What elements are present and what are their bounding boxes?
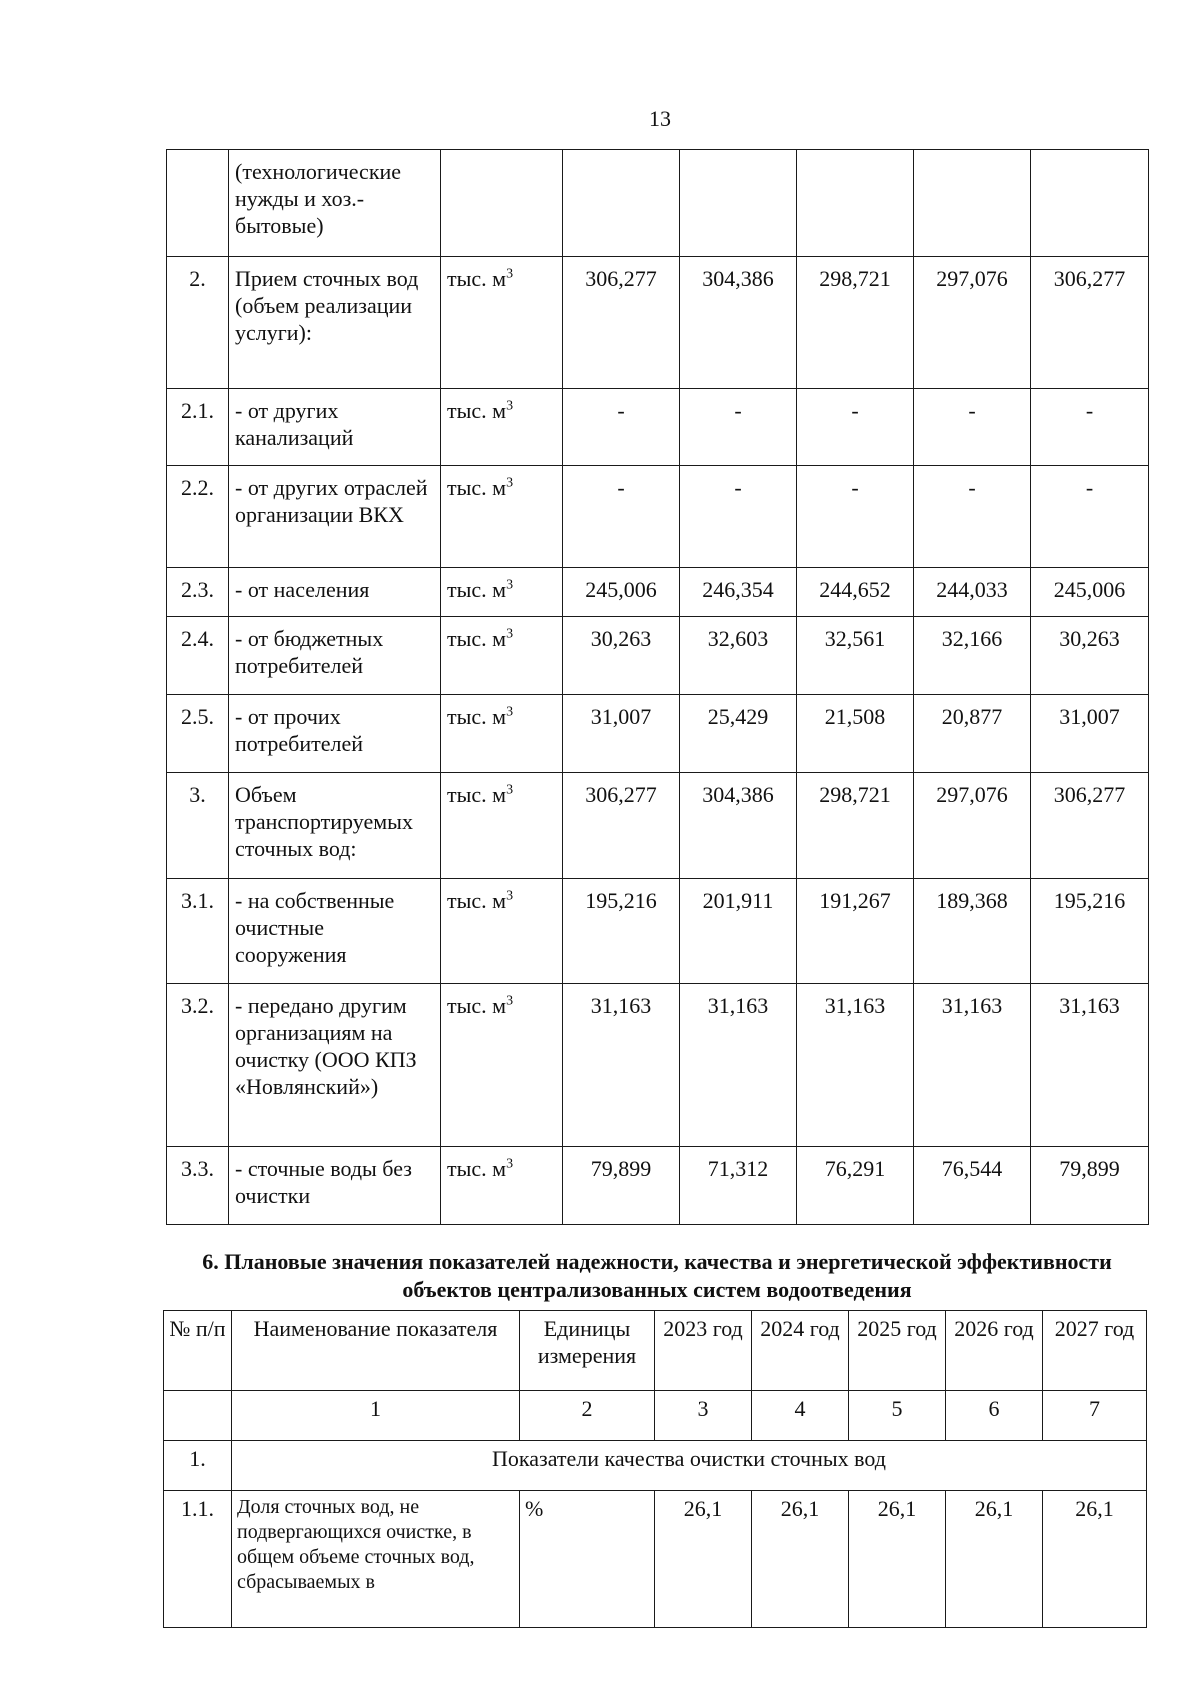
value-cell: -: [1031, 389, 1149, 466]
table-row: [167, 1147, 1149, 1225]
value-cell: 31,007: [1031, 695, 1149, 773]
cubic-superscript: 3: [506, 398, 514, 414]
value-cell: 21,508: [797, 695, 914, 773]
value-cell: 31,163: [563, 984, 680, 1147]
value-cell: 245,006: [563, 568, 680, 617]
cubic-superscript: 3: [506, 475, 514, 491]
value-cell: 26,1: [655, 1491, 752, 1628]
cubic-superscript: 3: [506, 626, 514, 642]
row-unit: [441, 617, 563, 695]
value-cell: 189,368: [914, 879, 1031, 984]
value-cell: -: [680, 466, 797, 568]
table-row: [167, 984, 1149, 1147]
value-cell: 298,721: [797, 773, 914, 879]
header-name: Наименование показателя: [232, 1311, 520, 1391]
header-year: 2027 год: [1043, 1311, 1147, 1391]
value-cell: 26,1: [1043, 1491, 1147, 1628]
table-row: [167, 773, 1149, 879]
header-year: 2025 год: [849, 1311, 946, 1391]
wastewater-volume-table: [166, 149, 1149, 1225]
value-cell: 245,006: [1031, 568, 1149, 617]
row-name: Доля сточных вод, не подвергающихся очистке, в общем объеме сточных вод, сбрасываемых в: [232, 1491, 520, 1628]
value-cell: 30,263: [563, 617, 680, 695]
value-cell: 306,277: [563, 257, 680, 389]
table-row: [167, 879, 1149, 984]
row-name: - на собственные очистные сооружения: [229, 879, 441, 984]
value-cell: 298,721: [797, 257, 914, 389]
cubic-superscript: 3: [506, 782, 514, 798]
index-cell: 4: [752, 1391, 849, 1441]
index-cell: 6: [946, 1391, 1043, 1441]
table-row: [164, 1491, 1147, 1628]
value-cell: -: [914, 389, 1031, 466]
value-cell: -: [563, 466, 680, 568]
table-row: [167, 150, 1149, 257]
value-cell: 297,076: [914, 257, 1031, 389]
value-cell: -: [1031, 466, 1149, 568]
value-cell: 306,277: [1031, 773, 1149, 879]
value-cell: -: [797, 466, 914, 568]
value-cell: 76,544: [914, 1147, 1031, 1225]
header-year: 2024 год: [752, 1311, 849, 1391]
row-name: Прием сточных вод (объем реализации услуги):: [229, 257, 441, 389]
cubic-superscript: 3: [506, 704, 514, 720]
row-number: 2.4.: [167, 617, 229, 695]
value-cell: [797, 150, 914, 257]
table-row: [167, 389, 1149, 466]
index-cell: 2: [520, 1391, 655, 1441]
value-cell: -: [914, 466, 1031, 568]
unit-text: тыс. м: [447, 475, 507, 500]
cubic-superscript: 3: [506, 1156, 514, 1172]
table-row: [167, 257, 1149, 389]
row-unit: [441, 1147, 563, 1225]
header-year: 2023 год: [655, 1311, 752, 1391]
index-cell: 5: [849, 1391, 946, 1441]
value-cell: 304,386: [680, 257, 797, 389]
value-cell: 79,899: [1031, 1147, 1149, 1225]
row-number: 3.: [167, 773, 229, 879]
header-year: 2026 год: [946, 1311, 1043, 1391]
value-cell: 246,354: [680, 568, 797, 617]
table-row: [167, 466, 1149, 568]
row-unit: [441, 150, 563, 257]
value-cell: 304,386: [680, 773, 797, 879]
cubic-superscript: 3: [506, 888, 514, 904]
row-unit: [441, 466, 563, 568]
page-number: 13: [649, 106, 671, 131]
value-cell: -: [797, 389, 914, 466]
value-cell: 244,652: [797, 568, 914, 617]
header-number: № п/п: [164, 1311, 232, 1391]
value-cell: 25,429: [680, 695, 797, 773]
value-cell: 32,166: [914, 617, 1031, 695]
value-cell: 26,1: [946, 1491, 1043, 1628]
row-name: - от других канализаций: [229, 389, 441, 466]
index-row: [164, 1391, 1147, 1441]
indicators-table: [163, 1310, 1147, 1628]
unit-text: тыс. м: [447, 782, 507, 807]
index-cell: 1: [232, 1391, 520, 1441]
row-name: Объем транспортируемых сточных вод:: [229, 773, 441, 879]
value-cell: 306,277: [1031, 257, 1149, 389]
value-cell: 195,216: [1031, 879, 1149, 984]
row-name: - от населения: [229, 568, 441, 617]
group-row: [164, 1441, 1147, 1491]
row-number: 2.1.: [167, 389, 229, 466]
row-unit: [441, 257, 563, 389]
row-unit: [441, 568, 563, 617]
row-number: 2.3.: [167, 568, 229, 617]
value-cell: 30,263: [1031, 617, 1149, 695]
unit-text: тыс. м: [447, 993, 507, 1018]
index-cell: [164, 1391, 232, 1441]
value-cell: 26,1: [752, 1491, 849, 1628]
value-cell: 31,163: [680, 984, 797, 1147]
row-number: 3.3.: [167, 1147, 229, 1225]
row-name: - от других отраслей организации ВКХ: [229, 466, 441, 568]
value-cell: 244,033: [914, 568, 1031, 617]
value-cell: 79,899: [563, 1147, 680, 1225]
value-cell: [1031, 150, 1149, 257]
value-cell: [563, 150, 680, 257]
unit-text: тыс. м: [447, 626, 507, 651]
table-header: [164, 1311, 1147, 1391]
row-unit: [441, 389, 563, 466]
value-cell: 26,1: [849, 1491, 946, 1628]
value-cell: 76,291: [797, 1147, 914, 1225]
value-cell: 191,267: [797, 879, 914, 984]
row-name: - от прочих потребителей: [229, 695, 441, 773]
unit-text: тыс. м: [447, 398, 507, 423]
header-row: [164, 1311, 1147, 1391]
row-unit: [441, 984, 563, 1147]
value-cell: 306,277: [563, 773, 680, 879]
row-unit: [441, 695, 563, 773]
row-name: - от бюджетных потребителей: [229, 617, 441, 695]
value-cell: 297,076: [914, 773, 1031, 879]
value-cell: [680, 150, 797, 257]
row-name: - передано другим организациям на очистку (ООО КПЗ «Новлянский»): [229, 984, 441, 1147]
unit-text: тыс. м: [447, 577, 507, 602]
index-cell: 3: [655, 1391, 752, 1441]
value-cell: 31,007: [563, 695, 680, 773]
table-row: [167, 617, 1149, 695]
row-number: 3.2.: [167, 984, 229, 1147]
row-number: 2.5.: [167, 695, 229, 773]
cubic-superscript: 3: [506, 266, 514, 282]
value-cell: 71,312: [680, 1147, 797, 1225]
table-row: [167, 695, 1149, 773]
value-cell: 31,163: [1031, 984, 1149, 1147]
group-title: Показатели качества очистки сточных вод: [232, 1441, 1147, 1491]
unit-text: тыс. м: [447, 888, 507, 913]
value-cell: -: [680, 389, 797, 466]
value-cell: 31,163: [797, 984, 914, 1147]
value-cell: 195,216: [563, 879, 680, 984]
row-number: 3.1.: [167, 879, 229, 984]
value-cell: 31,163: [914, 984, 1031, 1147]
row-name: - сточные воды без очистки: [229, 1147, 441, 1225]
header-unit: Единицы измерения: [520, 1311, 655, 1391]
value-cell: 32,603: [680, 617, 797, 695]
row-unit: [441, 879, 563, 984]
index-cell: 7: [1043, 1391, 1147, 1441]
table-row: [167, 568, 1149, 617]
group-number: 1.: [164, 1441, 232, 1491]
row-number: 2.2.: [167, 466, 229, 568]
value-cell: 201,911: [680, 879, 797, 984]
table-body: [164, 1391, 1147, 1628]
value-cell: -: [563, 389, 680, 466]
row-number: 1.1.: [164, 1491, 232, 1628]
row-unit: %: [520, 1491, 655, 1628]
value-cell: 32,561: [797, 617, 914, 695]
value-cell: [914, 150, 1031, 257]
row-number: [167, 150, 229, 257]
unit-text: тыс. м: [447, 704, 507, 729]
table-body: [167, 150, 1149, 1225]
unit-text: тыс. м: [447, 1156, 507, 1181]
cubic-superscript: 3: [506, 577, 514, 593]
row-unit: [441, 773, 563, 879]
unit-text: тыс. м: [447, 266, 507, 291]
row-name: (технологические нужды и хоз.-бытовые): [229, 150, 441, 257]
cubic-superscript: 3: [506, 993, 514, 1009]
section-title: 6. Плановые значения показателей надежности, качества и энергетической эффективности объектов централизованных систем водоотведения: [202, 1249, 1112, 1302]
value-cell: 20,877: [914, 695, 1031, 773]
row-number: 2.: [167, 257, 229, 389]
